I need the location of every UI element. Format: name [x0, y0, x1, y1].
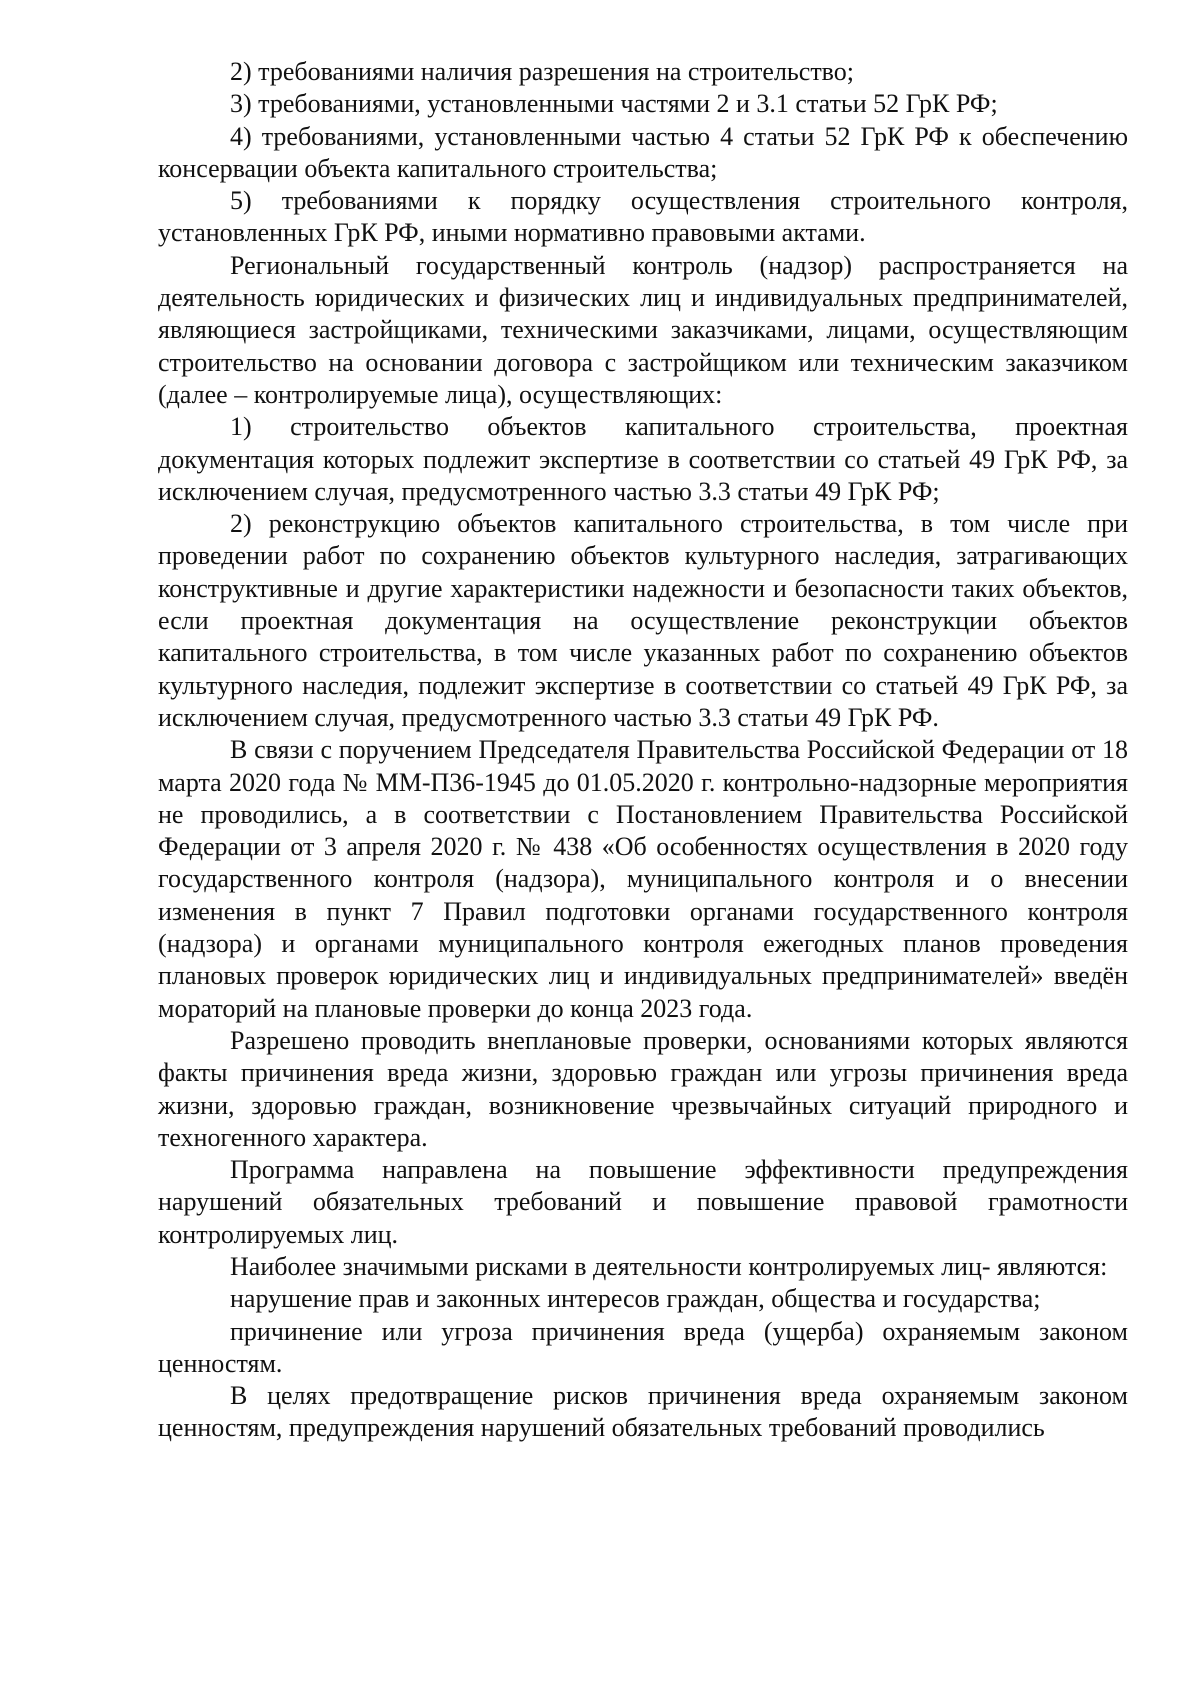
paragraph-risk-1: нарушение прав и законных интересов граждан, общества и государства;	[230, 1284, 1041, 1314]
paragraph-item-4: 4) требованиями, установленными частью 4 статьи 52 ГрК РФ к обеспечению консервации объекта капитального строительства;	[158, 121, 1128, 183]
paragraph-item-5: 5) требованиями к порядку осуществления строительного контроля, установленных ГрК РФ, иными нормативно правовыми актами.	[158, 186, 1128, 248]
paragraph-subitem-1: 1) строительство объектов капитального строительства, проектная документация которых подлежит экспертизе в соответствии со статьей 49 ГрК РФ, за исключением случая, предусмотренного частью 3.3 статьи 49 ГрК РФ;	[158, 412, 1128, 506]
paragraph-moratorium: В связи с поручением Председателя Правительства Российской Федерации от 18 марта 2020 года № ММ-П36-1945 до 01.05.2020 г. контрольно-надзорные мероприятия не проводились, а в соответствии с Постановлением Правительства Российской Федерации от 3 апреля 2020 г. № 438 «Об особенностях осуществления в 2020 году государственного контроля (надзора), муниципального контроля и о внесении изменения в пункт 7 Правил подготовки органами государственного контроля (надзора) и органами муниципального контроля ежегодных планов проведения плановых проверок юридических лиц и индивидуальных предпринимателей» введён мораторий на плановые проверки до конца 2023 года.	[158, 735, 1128, 1023]
paragraph-program-goal: Программа направлена на повышение эффективности предупреждения нарушений обязательных требований и повышение правовой грамотности контролируемых лиц.	[158, 1155, 1128, 1249]
document-page	[158, 56, 1128, 1445]
paragraph-unscheduled-checks: Разрешено проводить внеплановые проверки, основаниями которых являются факты причинения вреда жизни, здоровью граждан или угрозы причинения вреда жизни, здоровью граждан, возникновение чрезвычайных ситуаций природного и техногенного характера.	[158, 1025, 1128, 1152]
paragraph-regional-control: Региональный государственный контроль (надзор) распространяется на деятельность юридических и физических лиц и индивидуальных предпринимателей, являющиеся застройщиками, техническими заказчиками, лицами, осуществляющим строительство на основании договора с застройщиком или техническим заказчиком (далее – контролируемые лица), осуществляющих:	[158, 250, 1128, 409]
paragraph-risks-intro: Наиболее значимыми рисками в деятельности контролируемых лиц- являются:	[230, 1251, 1108, 1281]
paragraph-prevention: В целях предотвращение рисков причинения вреда охраняемым законом ценностям, предупреждения нарушений обязательных требований проводились	[158, 1381, 1128, 1443]
paragraph-item-2: 2) требованиями наличия разрешения на строительство;	[230, 57, 854, 86]
paragraph-item-3: 3) требованиями, установленными частями 2 и 3.1 статьи 52 ГрК РФ;	[230, 89, 998, 119]
paragraph-subitem-2: 2) реконструкцию объектов капитального строительства, в том числе при проведении работ по сохранению объектов культурного наследия, затрагивающих конструктивные и другие характеристики надежности и безопасности таких объектов, если проектная документация на осуществление реконструкции объектов капитального строительства, в том числе указанных работ по сохранению объектов культурного наследия, подлежит экспертизе в соответствии со статьей 49 ГрК РФ, за исключением случая, предусмотренного частью 3.3 статьи 49 ГрК РФ.	[158, 509, 1128, 732]
paragraph-risk-2: причинение или угроза причинения вреда (ущерба) охраняемым законом ценностям.	[158, 1316, 1128, 1378]
